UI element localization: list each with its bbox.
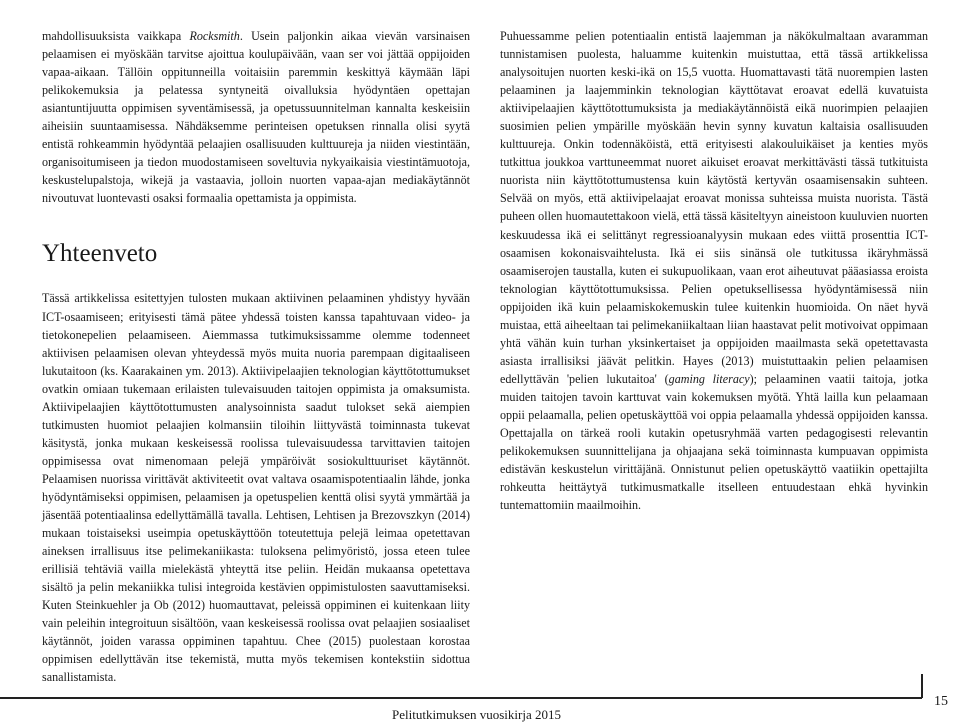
body-paragraph (500, 27, 928, 514)
body-paragraph: Tässä artikkelissa esitettyjen tulosten mukaan aktiivinen pelaaminen yhdistyy hyvään ICT-osaamiseen; erityisesti tämä pätee yhdessä toisten kanssa tapahtuvaan video- ja tietokonepelien pelaamiseen. Aiemmassa tutkimuksissamme olemme todenneet aktiivisen pelaamisen olevan yhteydessä myös muita nuoria parempaan digitaaliseen lukutaitoon (ks. Kaarakainen ym. 2013). Aktiivipelaajien teknologian käyttötottumukset ovatkin omiaan tukemaan erilaisten tulevaisuuden taitojen oppimista ja omaksumista. Aktiivipelaajien käyttötottumusten analysoinnista saadut tulokset sekä aiempien tutkimusten huomiot pelaajien kolmansiin tiloihin liittyvästä toiminnasta tukevat käsitystä, jonka mukaan keskeisessä roolissa tulevaisuudessa tarvittavien taitojen oppimisessa ovat nimenomaan pelejä ympäröivät sosiokulttuuriset käytännöt. Pelaamisen nuorissa virittävät aktiviteetit ovat valtava osaamispotentiaalin lähde, jonka hyödyntämiseksi oppimisen, pelaamisen ja opetuspelien kenttä olisi syytä ymmärtää ja jäsentää potentiaalinsa edellyttämällä tavalla. Lehtisen, Lehtisen ja Brezovszkyn (2014) mukaan toistaiseksi useimpia opetuskäyttöön toteutettuja pelejä leimaa opetettavan aineksen irrallisuus itse pelimekaniikasta: tuloksena pelimyöristö, jossa eteen tulee erillisiä tehtäviä vailla mielekästä yhteyttä itse peliin. Heidän mukaansa opetettava sisältö ja pelin mekaniikka tulisi integroida kestävien oppimistulosten saavuttamiseksi. Kuten Steinkuehler ja Ob (2012) huomauttavat, peleissä oppiminen ei kuitenkaan liity vain peleihin integroituun sisältöön, vaan keskeisessä roolissa ovat pelaajien sosiaaliset käytännöt, joiden varassa oppiminen tapahtuu. Chee (2015) puolestaan korostaa oppimisen edellyttävän itse tekemistä, mutta myös tekemisen kontekstiin sidottua sanallistamista. (42, 291, 470, 685)
footer-rule-tick (921, 674, 923, 698)
paragraph-text: . Usein paljonkin aikaa vievän varsinaisen pelaamisen ei myöskään tarvitse ajoittua koulupäivään, vaan ser voi jättää oppijoiden vapaa-aikaan. Tällöin oppitunneilla voitaisiin paremmin keskittyä käymään läpi pelikokemuksia ja pelatessa syntyneitä oivalluksia hyödyntäen opettajan asiantuntijuutta oppimisen syventämisessä, ja opetussuunnitelman kannalta keskeisiin aiheisiin suuntaamisessa. Nähdäksemme perinteisen opetuksen rinnalla olisi syytä entistä rohkeammin hyödyntää pelaajien osallisuuden kulttuureja ja niiden viestintään, organisoitumiseen ja tiedon muodostamiseen soveltuvia nykyaikaisia viestintämuotoja, keskustelupalstoja, wikejä ja vastaavia, jolloin nuorten vapaa-ajan mediakäytännöt nivoutuvat luontevasti osaksi formaalia opettamista ja oppimista. (42, 29, 470, 206)
right-column (500, 27, 928, 514)
paragraph-text: mahdollisuuksista vaikkapa (42, 29, 190, 43)
page-number: 15 (934, 694, 948, 709)
paragraph-text: ); pelaaminen vaatii taitoja, jotka muiden taitojen tavoin karttuvat vain kokemuksen myötä. Yhtä lailla kun pelaamaan oppii pelaamalla, pelien opetuskäyttöä voi oppia pelaamalla yhdessä oppijoiden kanssa. Opettajalla on tärkeä rooli kutakin opetusryhmää varten pedagogisesti relevantin pelikokemuksen suunnittelijana ja ohjaajana sekä toiminnasta kumpuavan oppimista edistävän keskustelun virittäjänä. Onnistunut pelien opetuskäyttö vaatiikin opettajilta rohkeutta heittäytyä tutkimusmatkalle itselleen entuudestaan ehkä hyvinkin tuntemattomiin maailmoihin. (500, 371, 929, 513)
term-italic: gaming literacy (668, 371, 750, 386)
body-paragraph (42, 27, 470, 207)
footer-publication: Pelitutkimuksen vuosikirja 2015 (392, 707, 561, 722)
paragraph-text: Puhuessamme pelien potentiaalin entistä laajemman ja näkökulmaltaan avaramman tunnistamisen puolesta, haluamme kuitenkin muistuttaa, että tässä artikkelissa analysoitujen nuorten keski-ikä on 15,5 vuotta. Huomattavasti tätä nuorempien lasten pelaaminen ja laajemminkin teknologian käyttötavat eroavat edellä kuvatuista aktiivipelaajien käyttötottumuksista ja mediakäytännöistä eikä nuorimpien pelaajien suosimien pelien ympärille myöskään hevin synny kuvatun kaltaisia osallisuuden kulttuureja. Onkin todennäköistä, että erityisesti alakouluikäiset ja kenties myös tutkittua joukkoa varttuneemmat nuoret aikuiset eroavat merkittävästi tässä tutkituista nuorista niin käyttötottumustensa kuin käytöstä kertyvän osaamisensakin suhteen. Selvää on myös, että aktiivipelaajat eroavat monissa suhteissa muista nuorista. Tästä puheen ollen huomautettakoon vielä, että tässä käsiteltyyn aineistoon kuuluvien nuorten keskuudessa ikä ei selittänyt regressioanalyysin mukaan edes viittä prosenttia ICT-osaamisen kokonaisvaihtelusta. Ikä ei siis sinänsä ole tutkitussa ikäryhmässä osaamiserojen taustalla, kuten ei sukupuolikaan, vaan erot aiheutuvat pääasiassa eroista teknologian käyttötottumuksissa. Pelien opetuksellisessa hyödyntämisessä niin oppijoiden ikä kuin pelaamiskokemuskin tulee kuitenkin huomioida. On näet hyvä muistaa, että aiheeltaan tai pelimekaniikaltaan liian haastavat pelit motivoivat oppimaan yhtä vähän kuin turhan yksinkertaiset ja oppijoiden maailmasta sekä opetettavasta asiasta irrallisiksi jäävät pelitkin. Hayes (2013) muistuttaakin pelien pelaamisen edellyttävän 'pelien lukutaitoa' ( (500, 29, 928, 386)
game-title: Rocksmith (189, 29, 240, 43)
left-column (42, 27, 470, 687)
footer-rule (0, 697, 922, 699)
section-heading: Yhteenveto (42, 240, 158, 268)
